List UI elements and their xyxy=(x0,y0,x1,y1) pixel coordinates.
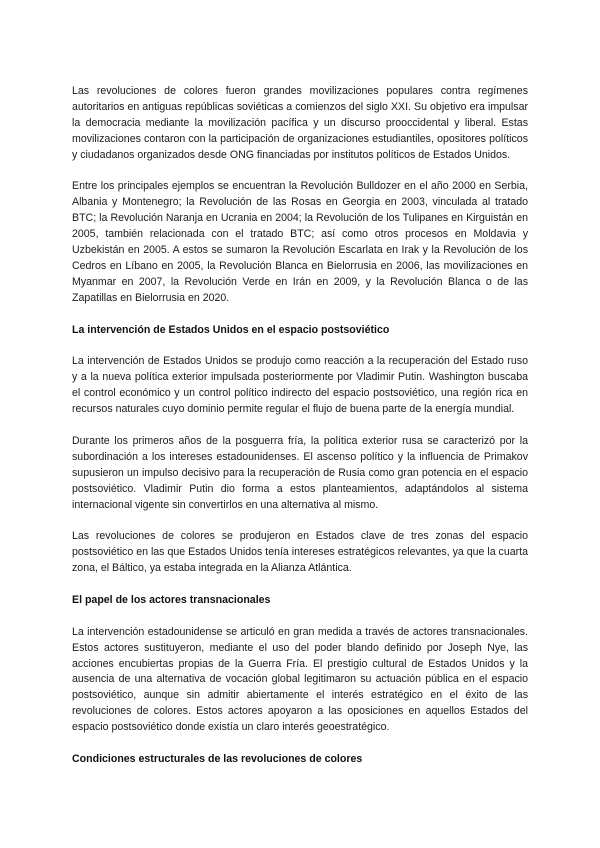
document-page xyxy=(72,84,528,768)
section1-paragraph-2: Durante los primeros años de la posguerra fría, la política exterior rusa se caracterizó por la subordinación a los intereses estadounidenses. El ascenso político y la influencia de Primakov supusieron un impulso decisivo para la recuperación de Rusia como gran potencia en el espacio postsoviético. Vladimir Putin dio forma a estos planteamientos, adaptándolos al sistema internacional vigente sin convertirlos en una alternativa al mismo. xyxy=(72,434,528,511)
section1-paragraph-3: Las revoluciones de colores se produjeron en Estados clave de tres zonas del espacio postsoviético en las que Estados Unidos tenía intereses estratégicos relevantes, ya que la cuarta zona, el Báltico, ya estaba integrada en la Alianza Atlántica. xyxy=(72,530,528,575)
intro-paragraph-2: Entre los principales ejemplos se encuentran la Revolución Bulldozer en el año 2000 en Serbia, Albania y Montenegro; la Revolución de las Rosas en Georgia en 2003, vinculada al tratado BTC; la Revolución Naranja en Ucrania en 2004; la Revolución de los Tulipanes en Kirguistán en 2005, también relacionada con el tratado BTC; así como otros procesos en Moldavia y Uzbekistán en 2005. A estos se sumaron la Revolución Escarlata en Irak y la Revolución de los Cedros en Líbano en 2005, la Revolución Blanca en Bielorrusia en 2006, las movilizaciones en Myanmar en 2007, la Revolución Verde en Irán en 2009, y la Revolución Blanca o de las Zapatillas en Bielorrusia en 2020. xyxy=(72,180,528,304)
section-heading-us-intervention: La intervención de Estados Unidos en el espacio postsoviético xyxy=(72,323,390,336)
section2-paragraph-1: La intervención estadounidense se articuló en gran medida a través de actores transnacionales. Estos actores sustituyeron, mediante el uso del poder blando definido por Joseph Nye, las acciones encubiertas propias de la Guerra Fría. El prestigio cultural de Estados Unidos y la ausencia de una alternativa de vocación global legitimaron su actuación pública en el espacio postsoviético, aunque sin admitir abiertamente el interés estratégico en el éxito de las revoluciones de colores. Estos actores apoyaron a las oposiciones en aquellos Estados del espacio postsoviético donde existía un claro interés geoestratégico. xyxy=(72,625,528,734)
intro-paragraph-1: Las revoluciones de colores fueron grandes movilizaciones populares contra regímenes autoritarios en antiguas repúblicas soviéticas a comienzos del siglo XXI. Su objetivo era impulsar la democracia mediante la movilización pacífica y un discurso prooccidental y liberal. Estas movilizaciones contaron con la participación de organizaciones estudiantiles, opositores políticos y ciudadanos organizados desde ONG financiadas por institutos políticos de Estados Unidos. xyxy=(72,85,528,161)
section1-paragraph-1: La intervención de Estados Unidos se produjo como reacción a la recuperación del Estado ruso y a la nueva política exterior impulsada posteriormente por Vladimir Putin. Washington buscaba el control económico y un control político indirecto del espacio postsoviético, una región rica en recursos naturales cuyo dominio permite regular el flujo de buena parte de la energía mundial. xyxy=(72,355,528,416)
section-heading-structural-conditions: Condiciones estructurales de las revoluciones de colores xyxy=(72,752,363,765)
section-heading-transnational-actors: El papel de los actores transnacionales xyxy=(72,593,271,606)
